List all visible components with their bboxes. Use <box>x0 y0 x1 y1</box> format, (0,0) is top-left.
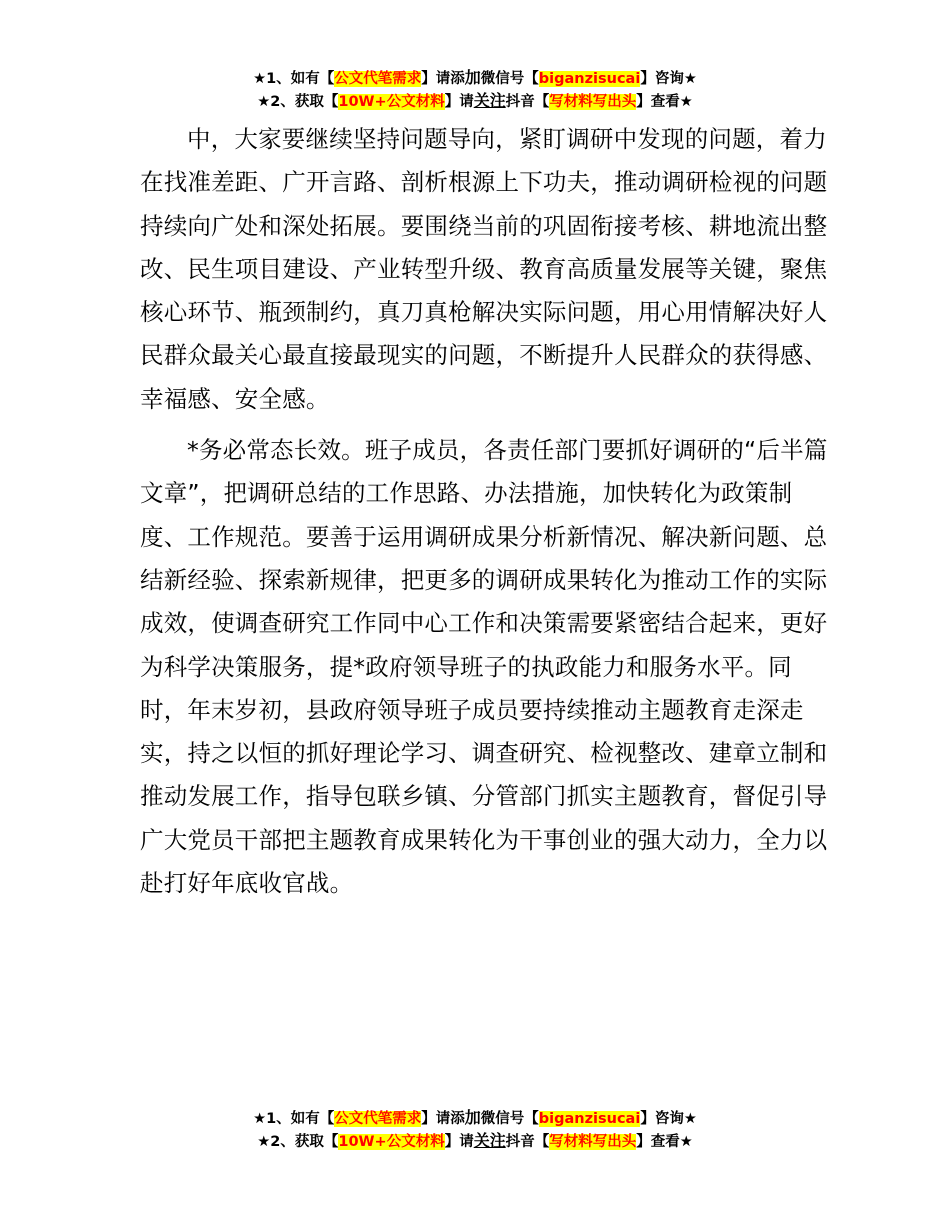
highlight-materials: 10W+公文材料 <box>338 1134 445 1150</box>
footer-line-2 <box>0 1130 950 1153</box>
footer-banner <box>0 1107 950 1153</box>
banner-text: 抖音【 <box>505 1134 550 1150</box>
banner-text: ★2、获取【 <box>257 94 339 110</box>
highlight-service: 公文代笔需求 <box>334 1111 422 1127</box>
banner-text-underlined: 关注 <box>473 1131 506 1150</box>
highlight-wechat-id: biganzisucai <box>538 71 641 87</box>
banner-text: 】请添 <box>421 71 465 87</box>
header-line-2 <box>0 90 950 113</box>
footer-line-1 <box>0 1107 950 1130</box>
banner-text-emphasis: 加 <box>464 68 481 87</box>
highlight-douyin-account: 写材料写出头 <box>549 94 637 110</box>
highlight-materials: 10W+公文材料 <box>338 94 445 110</box>
banner-text: 微信号【 <box>480 71 539 87</box>
banner-text: 】查看★ <box>636 94 693 110</box>
banner-text: 】请 <box>444 1134 474 1150</box>
banner-text: ★1、如有【 <box>253 1111 335 1127</box>
banner-text: 微信号【 <box>480 1111 539 1127</box>
paragraph-2: *务必常态长效。班子成员，各责任部门要抓好调研的“后半篇文章”，把调研总结的工作思路、办法措施，加快转化为政策制度、工作规范。要善于运用调研成果分析新情况、解决新问题、总结新经验、探索新规律，把更多的调研成果转化为推动工作的实际成效，使调查研究工作同中心工作和决策需要紧密结合起来，更好为科学决策服务，提*政府领导班子的执政能力和服务水平。同时，年末岁初，县政府领导班子成员要持续推动主题教育走深走实，持之以恒的抓好理论学习、调查研究、检视整改、建章立制和推动发展工作，指导包联乡镇、分管部门抓实主题教育，督促引导广大党员干部把主题教育成果转化为干事创业的强大动力，全力以赴打好年底收官战。 <box>140 436 828 898</box>
banner-text-emphasis: 加 <box>464 1108 481 1127</box>
banner-text: 】请添 <box>421 1111 465 1127</box>
highlight-wechat-id: biganzisucai <box>538 1111 641 1127</box>
header-line-1 <box>0 67 950 90</box>
banner-text: ★1、如有【 <box>253 71 335 87</box>
highlight-service: 公文代笔需求 <box>334 71 422 87</box>
banner-text: 】咨询★ <box>640 1111 697 1127</box>
document-body <box>140 118 832 905</box>
banner-text: 】请 <box>444 94 474 110</box>
header-banner <box>0 67 950 113</box>
banner-text-underlined: 关注 <box>473 91 506 110</box>
banner-text: ★2、获取【 <box>257 1134 339 1150</box>
banner-text: 抖音【 <box>505 94 550 110</box>
paragraph-1: 中，大家要继续坚持问题导向，紧盯调研中发现的问题，着力在找准差距、广开言路、剖析根源上下功夫，推动调研检视的问题持续向广处和深处拓展。要围绕当前的巩固衔接考核、耕地流出整改、民生项目建设、产业转型升级、教育高质量发展等关键，聚焦核心环节、瓶颈制约，真刀真枪解决实际问题，用心用情解决好人民群众最关心最直接最现实的问题，不断提升人民群众的获得感、幸福感、安全感。 <box>140 125 828 413</box>
banner-text: 】咨询★ <box>640 71 697 87</box>
highlight-douyin-account: 写材料写出头 <box>549 1134 637 1150</box>
banner-text: 】查看★ <box>636 1134 693 1150</box>
